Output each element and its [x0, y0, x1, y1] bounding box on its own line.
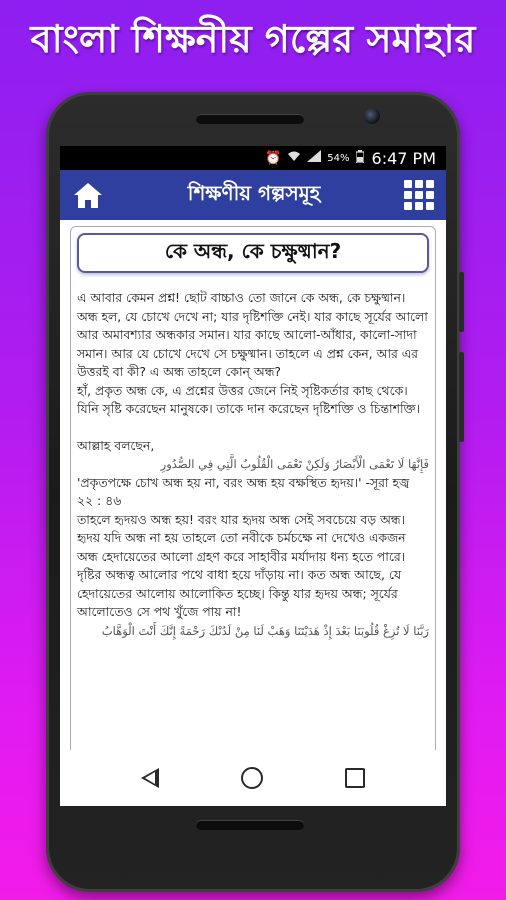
home-circle-icon[interactable]	[241, 767, 263, 789]
recents-icon[interactable]	[345, 768, 365, 788]
battery-icon	[356, 150, 364, 167]
battery-percent: 54%	[327, 152, 350, 164]
story-body	[77, 289, 429, 640]
story-paragraph: এ আবার কেমন প্রশ্ন! ছোট বাচ্চাও তো জানে কে অন্ধ, কে চক্ষুষ্মান। অন্ধ হল, যে চোখে দেখে না; যার দৃষ্টিশক্তি নেই। যার কাছে সূর্যের আলো আর অমাবশ্যার অন্ধকার সমান। যার কাছে আলো-আঁধার, কালো-সাদা সমান। আর যে চোখে দেখে সে চক্ষুষ্মান। তাহলে এ প্রশ্ন কেন, আর এর উত্তরই বা কী? এ অন্ধ তাহলে কোন্ অন্ধ?	[77, 290, 428, 379]
back-icon[interactable]	[141, 768, 159, 788]
signal-icon	[307, 150, 321, 166]
menu-grid-button[interactable]	[402, 178, 436, 212]
home-button[interactable]	[70, 177, 106, 213]
grid-icon	[404, 180, 412, 188]
story-paragraph: হাঁ, প্রকৃত অন্ধ কে, এ প্রশ্নের উত্তর জেনে নিই সৃষ্টিকর্তার কাছ থেকে। যিনি সৃষ্টি করেছেন মানুষকে। তাকে দান করেছেন দৃষ্টিশক্তি ও চিন্তাশক্তি।	[77, 382, 420, 416]
verse-translation: 'প্রকৃতপক্ষে চোখ অন্ধ হয় না, বরং অন্ধ হয় বক্ষস্থিত হৃদয়।' -সূরা হজ্ব ২২ : ৪৬	[77, 474, 410, 508]
app-toolbar	[60, 170, 446, 220]
quote-intro: আল্লাহ বলছেন,	[77, 437, 155, 453]
app-title: শিক্ষণীয় গল্পসমূহ	[187, 180, 321, 205]
clock: 6:47 PM	[371, 148, 436, 168]
story-card[interactable]	[70, 226, 436, 776]
arabic-dua: رَبَّنَا لَا تُزِغْ قُلُوبَنَا بَعْدَ إِذْ هَدَيْتَنَا وَهَبْ لَنَا مِنْ لَدُنْكَ رَحْمَةً إِنَّكَ أَنْتَ الْوَهَّابُ	[101, 623, 429, 638]
bottom-speaker	[196, 820, 304, 830]
story-title: কে অন্ধ, কে চক্ষুষ্মান?	[77, 233, 429, 273]
story-paragraph: তাহলে হৃদয়ও অন্ধ হয়! বরং যার হৃদয় অন্ধ সেই সবচেয়ে বড় অন্ধ। হৃদয় যদি অন্ধ না হয় তাহলে তো নবীকে চর্মচক্ষে না দেখেও একজন অন্ধ হেদায়েতের আলো গ্রহণ করে সাহাবীর মর্যাদায় ধন্য হতে পারে। দৃষ্টির অন্ধত্ব আলোর পথে বাধা হয়ে দাঁড়ায় না। কত অন্ধ আছে, যে হেদায়েতের আলোয় আলোকিত হচ্ছে। কিন্তু যার হৃদয় অন্ধ; সূর্যের আলোতেও সে পথ খুঁজে পায় না!	[77, 511, 406, 619]
front-camera	[364, 108, 380, 124]
status-bar	[60, 146, 446, 170]
alarm-icon: ⏰	[265, 150, 282, 166]
wifi-icon	[287, 150, 301, 166]
phone-frame	[46, 92, 460, 892]
earpiece-speaker	[196, 114, 304, 124]
arabic-verse: فَإِنَّهَا لَا تَعْمَى الْأَبْصَارُ وَلَكِنْ تَعْمَى الْقُلُوبُ الَّتِي فِي الصُّدُورِ	[160, 457, 429, 471]
volume-button	[459, 352, 464, 442]
phone-screen	[60, 146, 446, 806]
system-nav-bar	[60, 750, 446, 806]
promo-banner-title: বাংলা শিক্ষনীয় গল্পের সমাহার	[30, 17, 476, 61]
home-icon	[72, 180, 104, 210]
power-button	[459, 272, 464, 332]
